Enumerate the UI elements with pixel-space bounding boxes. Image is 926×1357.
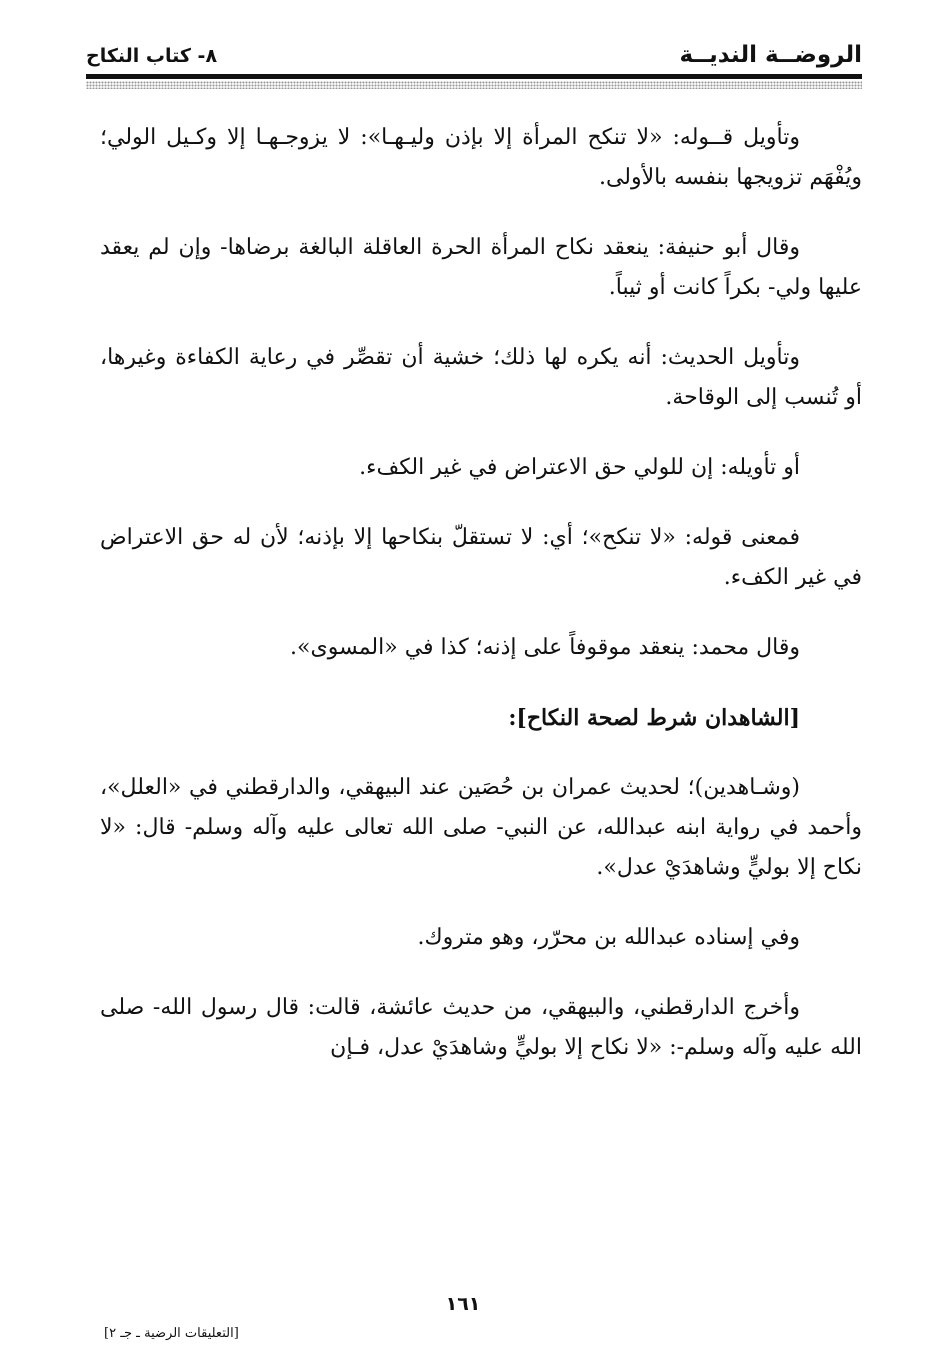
body-text: [100, 118, 862, 1098]
header-dotted-rule: [86, 81, 862, 89]
section-heading: [الشاهدان شرط لصحة النكاح]:: [508, 705, 800, 731]
paragraph-7: (وشـاهدين)؛ لحديث عمران بن حُصَين عند البيهقي، والدارقطني في «العلل»، وأحمد في رواية ابنه عبدالله، عن النبي- صلى الله تعالى عليه وآله وسلم- قال: «لا نكاح إلا بوليٍّ وشاهدَيْ عدل».: [100, 775, 862, 880]
paragraph-5: فمعنى قوله: «لا تنكح»؛ أي: لا تستقلّ بنكاحها إلا بإذنه؛ لأن له حق الاعتراض في غير الكفء.: [100, 525, 862, 590]
paragraph-6: وقال محمد: ينعقد موقوفاً على إذنه؛ كذا في «المسوى».: [290, 635, 800, 660]
paragraph-9: وأخرج الدارقطني، والبيهقي، من حديث عائشة، قالت: قال رسول الله- صلى الله عليه وآله وسلم-: «لا نكاح إلا بوليٍّ وشاهدَيْ عدل، فـإن: [100, 995, 862, 1060]
paragraph-3: وتأويل الحديث: أنه يكره لها ذلك؛ خشية أن تقصِّر في رعاية الكفاءة وغيرها، أو تُنسب إلى الوقاحة.: [100, 345, 862, 410]
running-header: [86, 38, 862, 78]
chapter-title: ٨- كتاب النكاح: [86, 45, 218, 67]
paragraph-1: وتأويل قــوله: «لا تنكح المرأة إلا بإذن وليـهـا»: لا يزوجـهـا إلا وكـيل الولي؛ ويُفْهَم تزويجها بنفسه بالأولى.: [100, 125, 862, 190]
paragraph-8: وفي إسناده عبدالله بن محرّر، وهو متروك.: [417, 925, 800, 950]
header-rule: [86, 74, 862, 79]
page-number: ١٦١: [445, 1293, 481, 1315]
paragraph-2: وقال أبو حنيفة: ينعقد نكاح المرأة الحرة العاقلة البالغة برضاها- وإن لم يعقد عليها ولي- بكراً كانت أو ثيباً.: [100, 235, 862, 300]
book-title: الروضــة النديــة: [679, 42, 862, 68]
footer-note: [التعليقات الرضية ـ جـ ٢]: [104, 1326, 239, 1341]
paragraph-4: أو تأويله: إن للولي حق الاعتراض في غير الكفء.: [359, 455, 800, 480]
